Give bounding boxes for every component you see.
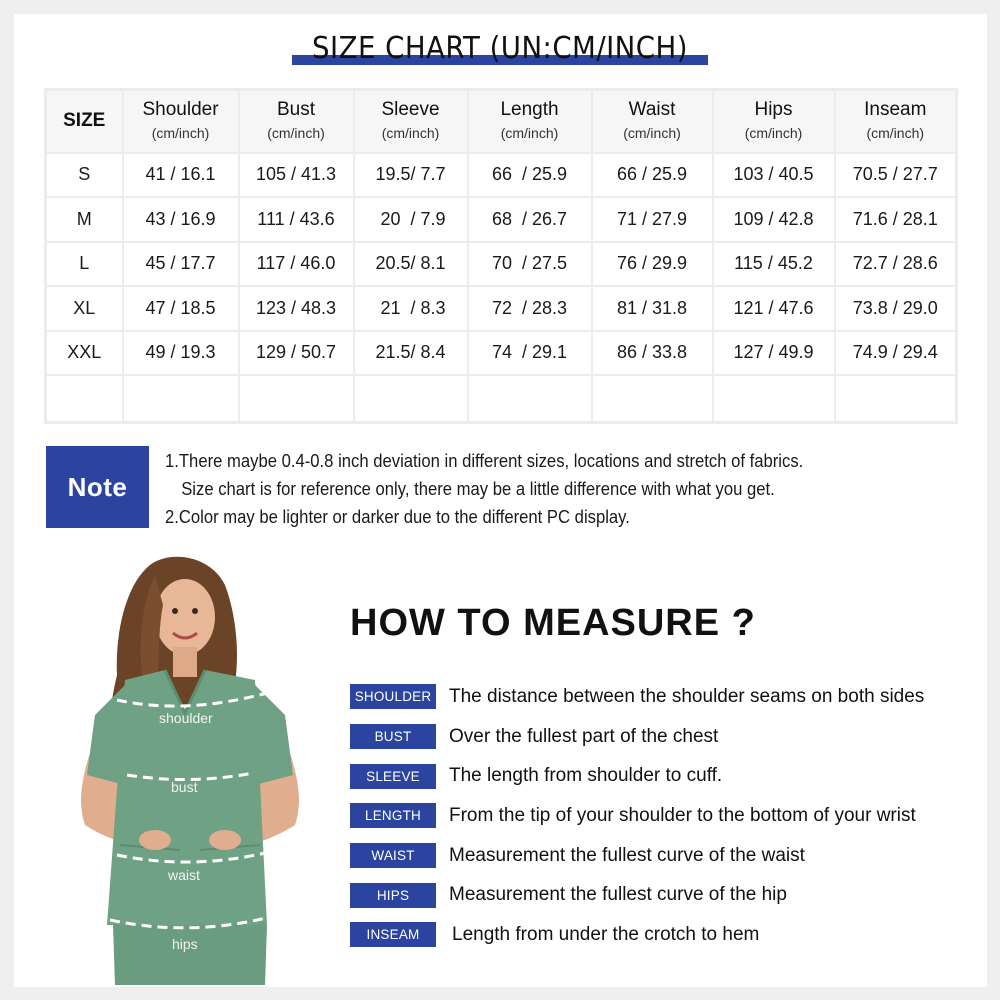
bust-cell: 117 / 46.0: [239, 242, 354, 287]
measure-description: The length from shoulder to cuff.: [449, 765, 723, 787]
waist-cell: 81 / 31.8: [592, 286, 713, 331]
measure-description: Measurement the fullest curve of the waist: [449, 844, 805, 866]
measure-item-inseam: [350, 915, 970, 955]
size-cell: M: [46, 197, 123, 242]
empty-cell: [239, 375, 354, 422]
column-header-shoulder: [123, 90, 239, 153]
empty-cell: [468, 375, 592, 422]
empty-cell: [46, 375, 123, 422]
measure-item-sleeve: [350, 756, 970, 796]
hips-cell: 115 / 45.2: [713, 242, 835, 287]
waist-cell: 66 / 25.9: [592, 153, 713, 198]
waist-cell: 86 / 33.8: [592, 331, 713, 376]
measure-description: Measurement the fullest curve of the hip: [449, 884, 787, 906]
column-header-unit: (cm/inch): [623, 125, 681, 142]
measure-tag: WAIST: [350, 843, 436, 868]
empty-cell: [713, 375, 835, 422]
measure-guide-list: [350, 677, 970, 955]
shoulder-cell: 45 / 17.7: [123, 242, 239, 287]
measure-label-hips: hips: [172, 936, 198, 952]
table-row-xl: [46, 286, 957, 331]
waist-cell: 71 / 27.9: [592, 197, 713, 242]
measure-tag: BUST: [350, 724, 436, 749]
empty-cell: [123, 375, 239, 422]
length-cell: 72 / 28.3: [468, 286, 592, 331]
sleeve-cell: 21.5/ 8.4: [354, 331, 468, 376]
note-badge: Note: [46, 446, 149, 528]
table-row-empty: [46, 375, 957, 422]
model-figure-image: [55, 545, 325, 985]
measure-item-waist: [350, 836, 970, 876]
column-header-size: SIZE: [46, 90, 123, 153]
size-table: [44, 88, 958, 424]
column-header-unit: (cm/inch): [744, 125, 803, 142]
column-header-name: Bust: [276, 99, 316, 121]
table-header-row: [46, 90, 957, 153]
inseam-cell: 70.5 / 27.7: [835, 153, 957, 198]
measure-item-hips: [350, 875, 970, 915]
column-header-unit: (cm/inch): [381, 125, 440, 142]
column-header-name: Inseam: [864, 99, 927, 121]
measure-item-length: [350, 796, 970, 836]
hips-cell: 103 / 40.5: [713, 153, 835, 198]
sleeve-cell: 20.5/ 8.1: [354, 242, 468, 287]
sleeve-cell: 21 / 8.3: [354, 286, 468, 331]
length-cell: 68 / 26.7: [468, 197, 592, 242]
table-row-m: [46, 197, 957, 242]
sleeve-cell: 20 / 7.9: [354, 197, 468, 242]
column-header-bust: [239, 90, 354, 153]
shoulder-cell: 43 / 16.9: [123, 197, 239, 242]
measure-tag: LENGTH: [350, 803, 436, 828]
column-header-unit: (cm/inch): [866, 125, 925, 142]
measure-description: Length from under the crotch to hem: [452, 923, 760, 945]
measure-label-waist: waist: [168, 867, 200, 883]
measure-label-shoulder: shoulder: [159, 710, 213, 726]
bust-cell: 111 / 43.6: [239, 197, 354, 242]
column-header-sleeve: [354, 90, 468, 153]
measure-description: Over the fullest part of the chest: [449, 725, 719, 747]
column-header-length: [468, 90, 592, 153]
inseam-cell: 74.9 / 29.4: [835, 331, 957, 376]
column-header-waist: [592, 90, 713, 153]
table-row-xxl: [46, 331, 957, 376]
hips-cell: 127 / 49.9: [713, 331, 835, 376]
measure-tag: HIPS: [350, 883, 436, 908]
measure-item-bust: [350, 717, 970, 757]
waist-cell: 76 / 29.9: [592, 242, 713, 287]
note-line-2: 2.Color may be lighter or darker due to the different PC display.: [165, 506, 630, 527]
note-line-1-continued: Size chart is for reference only, there may be a little difference with what you get.: [181, 478, 775, 499]
empty-cell: [354, 375, 468, 422]
empty-cell: [835, 375, 957, 422]
size-cell: XXL: [46, 331, 123, 376]
bust-cell: 123 / 48.3: [239, 286, 354, 331]
model-illustration: [55, 545, 325, 985]
size-chart-title: [290, 30, 710, 70]
note-text: [165, 447, 885, 531]
column-header-hips: [713, 90, 835, 153]
shoulder-cell: 47 / 18.5: [123, 286, 239, 331]
inseam-cell: 71.6 / 28.1: [835, 197, 957, 242]
empty-cell: [592, 375, 713, 422]
measure-item-shoulder: [350, 677, 970, 717]
hips-cell: 109 / 42.8: [713, 197, 835, 242]
table-row-l: [46, 242, 957, 287]
inseam-cell: 73.8 / 29.0: [835, 286, 957, 331]
column-header-name: Sleeve: [381, 99, 440, 121]
bust-cell: 129 / 50.7: [239, 331, 354, 376]
measure-description: The distance between the shoulder seams on both sides: [449, 685, 925, 707]
size-cell: XL: [46, 286, 123, 331]
column-header-unit: (cm/inch): [151, 125, 210, 142]
size-cell: S: [46, 153, 123, 198]
shoulder-cell: 41 / 16.1: [123, 153, 239, 198]
column-header-name: Length: [500, 99, 559, 121]
length-cell: 70 / 27.5: [468, 242, 592, 287]
hips-cell: 121 / 47.6: [713, 286, 835, 331]
column-header-inseam: [835, 90, 957, 153]
column-header-name: Hips: [754, 99, 793, 121]
length-cell: 66 / 25.9: [468, 153, 592, 198]
column-header-unit: (cm/inch): [267, 125, 325, 142]
length-cell: 74 / 29.1: [468, 331, 592, 376]
measure-tag: SHOULDER: [350, 684, 436, 709]
bust-cell: 105 / 41.3: [239, 153, 354, 198]
size-cell: L: [46, 242, 123, 287]
measure-description: From the tip of your shoulder to the bottom of your wrist: [449, 804, 916, 826]
how-to-measure-title: HOW TO MEASURE ?: [350, 602, 756, 644]
measure-label-bust: bust: [171, 779, 198, 795]
column-header-name: Waist: [628, 99, 676, 121]
column-header-name: Shoulder: [142, 99, 219, 121]
page-title: SIZE CHART (UN:CM/INCH): [312, 31, 688, 66]
inseam-cell: 72.7 / 28.6: [835, 242, 957, 287]
shoulder-cell: 49 / 19.3: [123, 331, 239, 376]
note-line-1: 1.There maybe 0.4-0.8 inch deviation in different sizes, locations and stretch of fabrics.: [165, 450, 804, 471]
table-row-s: [46, 153, 957, 198]
column-header-unit: (cm/inch): [500, 125, 559, 142]
sleeve-cell: 19.5/ 7.7: [354, 153, 468, 198]
measure-tag: SLEEVE: [350, 764, 436, 789]
measure-tag: INSEAM: [350, 922, 436, 947]
